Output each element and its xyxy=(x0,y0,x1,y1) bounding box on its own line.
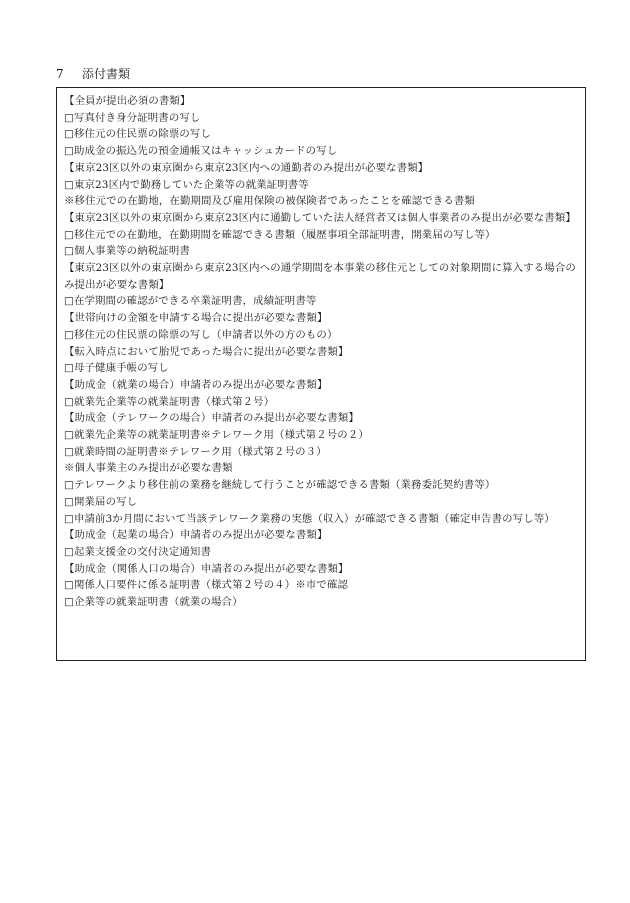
category-header: 【助成金（起業の場合）申請者のみ提出が必要な書類】 xyxy=(64,529,328,542)
checklist-item: □移住元の住民票の除票の写し xyxy=(64,128,211,141)
checklist-item: □起業支援金の交付決定通知書 xyxy=(64,545,211,558)
section-number: 7 xyxy=(56,67,64,81)
checklist-item: □移住元での在勤地，在勤期間を確認できる書類（履歴事項全部証明書，開業届の写し等） xyxy=(64,228,496,241)
checklist-item: □移住元の住民票の除票の写し（申請者以外の方のもの） xyxy=(64,328,338,341)
checklist-item: □就業先企業等の就業証明書（様式第２号） xyxy=(64,395,275,408)
category-header: 【東京23区以外の東京圏から東京23区内に通勤していた法人経営者又は個人事業者のみ提出が必要な書類】 xyxy=(64,211,576,224)
category-header: 【助成金（関係人口の場合）申請者のみ提出が必要な書類】 xyxy=(64,562,349,575)
attachments-box xyxy=(56,87,586,661)
note-line: ※個人事業主のみ提出が必要な書類 xyxy=(64,462,233,475)
checklist-item: □就業時間の証明書※テレワーク用（様式第２号の３） xyxy=(64,445,327,458)
checklist-item: □テレワークより移住前の業務を継続して行うことが確認できる書類（業務委託契約書等） xyxy=(64,479,496,492)
section-heading xyxy=(56,66,130,82)
checklist-item: □開業届の写し xyxy=(64,495,138,508)
checklist-item: □写真付き身分証明書の写し xyxy=(64,111,201,124)
category-header: 【東京23区以外の東京圏から東京23区内への通学期間を本事業の移住元としての対象期間に算入する場合のみ提出が必要な書類】 xyxy=(64,262,576,291)
checklist-item: □関係人口要件に係る証明書（様式第２号の４）※市で確認 xyxy=(64,579,349,592)
note-line: ※移住元での在勤地，在勤期間及び雇用保険の被保険者であったことを確認できる書類 xyxy=(64,195,475,208)
checklist-item: □助成金の振込先の預金通帳又はキャッシュカードの写し xyxy=(64,145,338,158)
checklist-item: □在学期間の確認ができる卒業証明書，成績証明書等 xyxy=(64,295,317,308)
category-header: 【転入時点において胎児であった場合に提出が必要な書類】 xyxy=(64,345,349,358)
checklist-item: □企業等の就業証明書（就業の場合） xyxy=(64,596,243,609)
checklist-item: □母子健康手帳の写し xyxy=(64,362,169,375)
checklist-item: □申請前3か月間において当該テレワーク業務の実態（収入）が確認できる書類（確定申告書の写し等） xyxy=(64,512,555,525)
section-title: 添付書類 xyxy=(82,67,131,81)
category-header: 【助成金（就業の場合）申請者のみ提出が必要な書類】 xyxy=(64,378,328,391)
category-header: 【世帯向けの金額を申請する場合に提出が必要な書類】 xyxy=(64,312,328,325)
category-header: 【全員が提出必須の書類】 xyxy=(64,95,191,107)
category-header: 【助成金（テレワークの場合）申請者のみ提出が必要な書類】 xyxy=(64,412,359,425)
checklist-item: □東京23区内で勤務していた企業等の就業証明書等 xyxy=(64,178,309,191)
category-header: 【東京23区以外の東京圏から東京23区内への通勤者のみ提出が必要な書類】 xyxy=(64,161,429,174)
checklist-item: □就業先企業等の就業証明書※テレワーク用（様式第２号の２） xyxy=(64,429,369,442)
checklist-item: □個人事業等の納税証明書 xyxy=(64,245,190,258)
